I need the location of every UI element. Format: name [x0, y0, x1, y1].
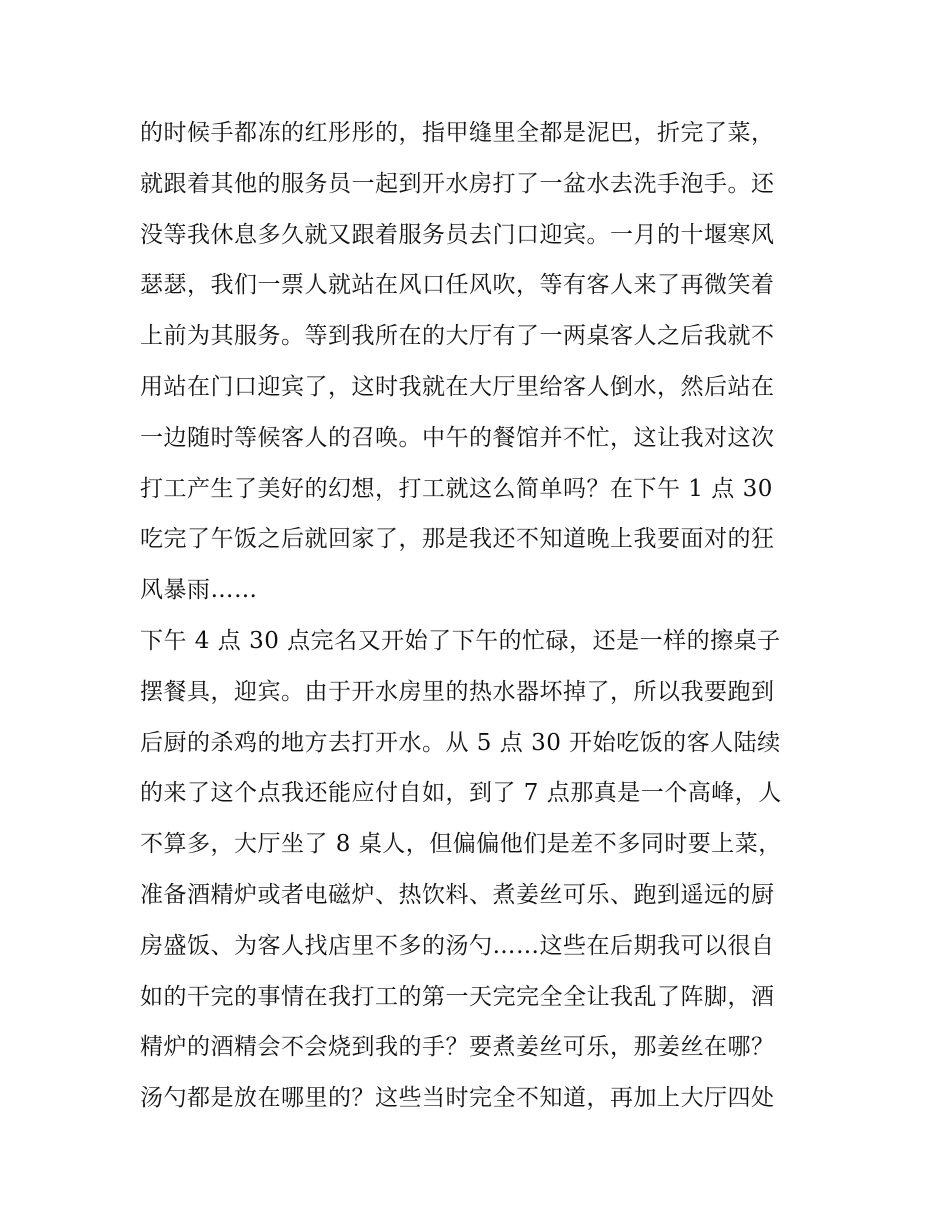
text-line: 瑟瑟，我们一票人就站在风口任风吹，等有客人来了再微笑着 — [140, 272, 775, 299]
body-text — [140, 108, 820, 1124]
text-line: 房盛饭、为客人找店里不多的汤勺……这些在后期我可以很自 — [140, 932, 775, 959]
text-line: 后厨的杀鸡的地方去打开水。从 5 点 30 开始吃饭的客人陆续 — [140, 729, 781, 756]
text-line: 下午 4 点 30 点完名又开始了下午的忙碌，还是一样的擦桌子 — [140, 627, 781, 654]
text-line: 的来了这个点我还能应付自如，到了 7 点那真是一个高峰，人 — [140, 780, 782, 807]
text-line: 打工产生了美好的幻想，打工就这么简单吗？在下午 1 点 30 — [140, 475, 773, 502]
text-line: 汤勺都是放在哪里的？这些当时完全不知道，再加上大厅四处 — [140, 1085, 775, 1112]
text-line: 如的干完的事情在我打工的第一天完完全全让我乱了阵脚，酒 — [140, 983, 775, 1010]
text-line: 吃完了午饭之后就回家了，那是我还不知道晚上我要面对的狂 — [140, 526, 775, 553]
text-line: 风暴雨…… — [140, 577, 258, 604]
text-line: 不算多，大厅坐了 8 桌人，但偏偏他们是差不多同时要上菜， — [140, 831, 782, 858]
text-line: 摆餐具，迎宾。由于开水房里的热水器坏掉了，所以我要跑到 — [140, 678, 775, 705]
text-line: 上前为其服务。等到我所在的大厅有了一两桌客人之后我就不 — [140, 323, 775, 350]
text-line: 一边随时等候客人的召唤。中午的餐馆并不忙，这让我对这次 — [140, 424, 775, 451]
text-line: 准备酒精炉或者电磁炉、热饮料、煮姜丝可乐、跑到遥远的厨 — [140, 881, 775, 908]
text-line: 没等我休息多久就又跟着服务员去门口迎宾。一月的十堰寒风 — [140, 221, 775, 248]
text-line: 精炉的酒精会不会烧到我的手？要煮姜丝可乐，那姜丝在哪？ — [140, 1034, 775, 1061]
text-line: 的时候手都冻的红彤彤的，指甲缝里全都是泥巴，折完了菜， — [140, 120, 775, 146]
text-line: 就跟着其他的服务员一起到开水房打了一盆水去洗手泡手。还 — [140, 170, 775, 197]
text-line: 用站在门口迎宾了，这时我就在大厅里给客人倒水，然后站在 — [140, 373, 775, 400]
